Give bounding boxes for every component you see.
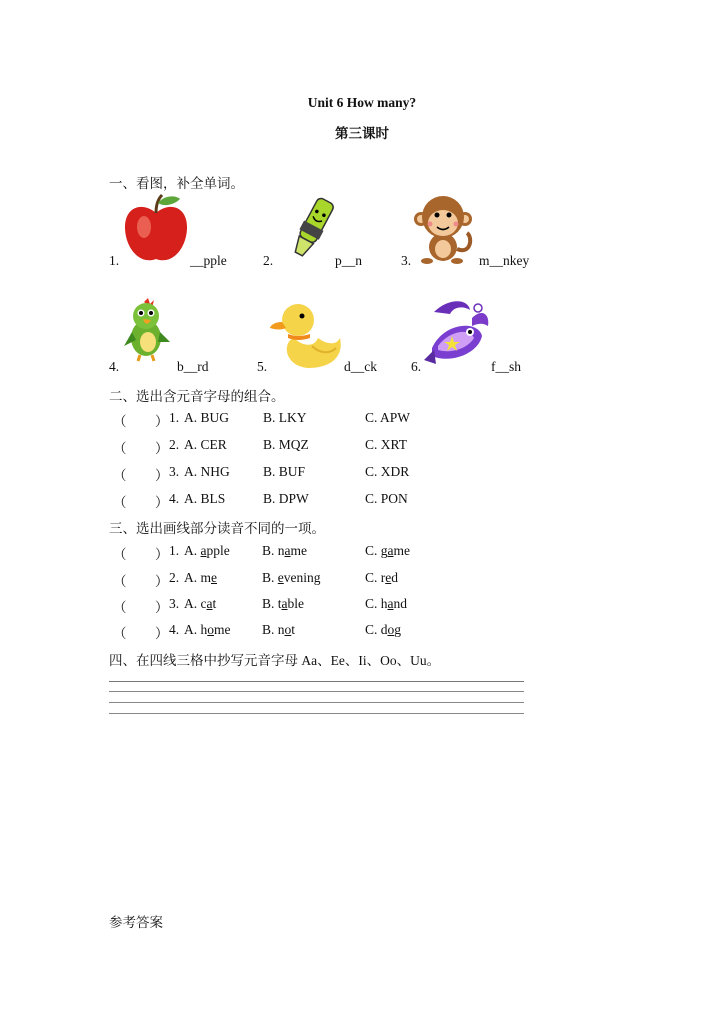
item-word-6: f__sh [491, 359, 521, 374]
question-number: 2. [169, 570, 180, 585]
answer-paren-close: ） [155, 495, 169, 510]
question-number: 2. [169, 437, 180, 452]
item-word-5: d__ck [344, 359, 377, 374]
answer-paren[interactable]: （ [113, 547, 127, 562]
option-c: C. XDR [365, 464, 410, 479]
question-number: 3. [169, 464, 180, 479]
option-a: A. BLS [184, 491, 226, 506]
answer-paren-close: ） [155, 414, 169, 429]
section2-heading: 二、选出含元音字母的组合。 [109, 389, 285, 404]
bird-icon [124, 298, 172, 362]
option-b: B. evening [262, 570, 321, 585]
option-a: A. me [184, 570, 217, 585]
answer-paren[interactable]: （ [113, 626, 127, 641]
option-c: C. APW [365, 410, 411, 425]
option-c: C. game [365, 543, 411, 558]
fish-icon [424, 298, 492, 370]
section4-heading: 四、在四线三格中抄写元音字母 Aa、Ee、Ii、Oo、Uu。 [109, 653, 441, 668]
option-b: B. LKY [263, 410, 307, 425]
apple-icon [122, 193, 190, 265]
option-b: B. MQZ [263, 437, 309, 452]
grid-line [109, 681, 524, 682]
option-a: A. NHG [184, 464, 230, 479]
option-b: B. name [262, 543, 308, 558]
item-word-4: b__rd [177, 359, 209, 374]
answers-heading: 参考答案 [109, 915, 163, 930]
answer-paren-close: ） [155, 547, 169, 562]
grid-line [109, 702, 524, 703]
answer-paren[interactable]: （ [113, 574, 127, 589]
page-subtitle: 第三课时 [335, 126, 389, 141]
option-b: B. not [262, 622, 296, 637]
option-a: A. CER [184, 437, 227, 452]
option-c: C. dog [365, 622, 402, 637]
answer-paren-close: ） [155, 600, 169, 615]
answer-paren-close: ） [155, 574, 169, 589]
question-number: 4. [169, 491, 180, 506]
option-c: C. hand [365, 596, 408, 611]
question-number: 1. [169, 410, 180, 425]
answer-paren-close: ） [155, 441, 169, 456]
option-c: C. XRT [365, 437, 407, 452]
answer-paren[interactable]: （ [113, 414, 127, 429]
answer-paren[interactable]: （ [113, 441, 127, 456]
item-num-6: 6. [411, 359, 422, 374]
option-a: A. cat [184, 596, 217, 611]
item-word-2: p__n [335, 253, 362, 268]
monkey-icon [413, 193, 477, 265]
grid-line [109, 691, 524, 692]
option-b: B. DPW [263, 491, 309, 506]
section3-heading: 三、选出画线部分读音不同的一项。 [109, 521, 325, 536]
answer-paren[interactable]: （ [113, 495, 127, 510]
question-number: 4. [169, 622, 180, 637]
option-a: A. apple [184, 543, 230, 558]
item-num-5: 5. [257, 359, 268, 374]
answer-paren[interactable]: （ [113, 600, 127, 615]
item-num-3: 3. [401, 253, 412, 268]
option-a: A. BUG [184, 410, 230, 425]
answer-paren-close: ） [155, 468, 169, 483]
question-number: 1. [169, 543, 180, 558]
item-num-4: 4. [109, 359, 120, 374]
question-number: 3. [169, 596, 180, 611]
option-b: B. BUF [263, 464, 306, 479]
item-num-1: 1. [109, 253, 120, 268]
duck-icon [268, 298, 346, 370]
answer-paren-close: ） [155, 626, 169, 641]
item-num-2: 2. [263, 253, 274, 268]
option-c: C. red [365, 570, 398, 585]
option-c: C. PON [365, 491, 408, 506]
page-title: Unit 6 How many? [307, 95, 417, 110]
pen-icon [285, 195, 337, 267]
item-word-1: __pple [190, 253, 227, 268]
option-a: A. home [184, 622, 231, 637]
answer-paren[interactable]: （ [113, 468, 127, 483]
option-b: B. table [262, 596, 305, 611]
section1-heading: 一、看图，补全单词。 [109, 176, 244, 191]
grid-line [109, 713, 524, 714]
item-word-3: m__nkey [479, 253, 530, 268]
